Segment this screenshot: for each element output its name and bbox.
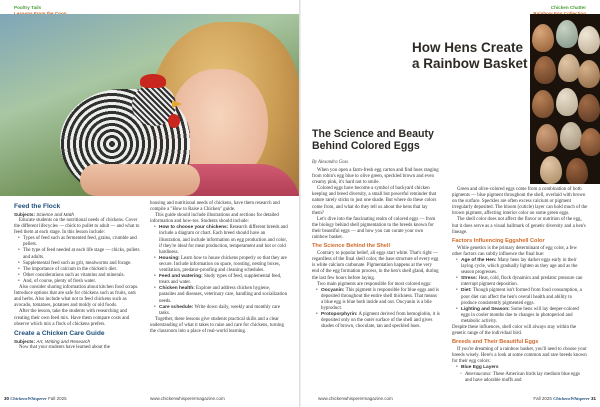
- bullet-text: Many hens lay darker eggs early in their laying cycle, which gradually lighten as they age and as the season progresses.: [461, 257, 578, 276]
- bullet-lead: Feed and watering:: [159, 274, 203, 280]
- egg: [556, 88, 578, 116]
- list-item: [456, 288, 588, 306]
- left-footer-url[interactable]: www.chickenwhisperermagazine.com: [150, 396, 225, 401]
- egg: [580, 128, 600, 156]
- right-column-2: [452, 187, 588, 384]
- bullet-text: These American birds lay medium blue eggs and have adorable muffs and: [465, 371, 580, 383]
- bullet-lead: Housing:: [159, 255, 180, 261]
- list-item: [316, 312, 440, 330]
- paragraph: housing and nutritional needs of chickens, have them research and compile a "How to Raise a Chicken" guide.: [150, 201, 280, 213]
- paragraph: Now that your students have learned about the: [19, 344, 110, 350]
- list-item: [154, 286, 288, 304]
- bullet-text: This pigment is responsible for blue eggs and is deposited throughout the entire shell thickness. That means a blue egg is blue both inside and out. Oocyanin is a bile byproduct.: [321, 287, 440, 311]
- list-item: • Other considerations such as vitamins and minerals.: [18, 273, 140, 279]
- paragraph: While genetics is the primary determinant of egg color, a few other factors can subtly influence the final hue:: [452, 245, 577, 257]
- bullet-text: Write down daily, weekly and monthly care tasks.: [159, 304, 280, 316]
- heading-chicken-care-guide: Create a Chicken Care Guide: [14, 329, 105, 337]
- article-title: The Science and Beauty Behind Colored Eggs: [312, 128, 434, 152]
- paragraph: Let's dive into the fascinating realm of colored eggs — from the biology behind shell pigmentation to the breeds known for their beautiful eggs — and how you can curate your own rainbow basket.: [312, 216, 436, 241]
- list-item: [154, 274, 288, 286]
- list-item: [456, 307, 588, 325]
- page-number: 30: [4, 396, 10, 401]
- right-footer-url[interactable]: www.chickenwhisperermagazine.com: [318, 396, 393, 401]
- paragraph: Colored eggs have become a symbol of backyard chicken keeping and breed diversity, a small but powerful reminder that nature rarely sticks to just one shade. But where do these colors come from, and what do they tell us about the hens that lay them?: [312, 186, 437, 216]
- issue-label: Fall 2025: [533, 396, 552, 401]
- page-number: 31: [590, 396, 596, 401]
- paragraph: If you're dreaming of a rainbow basket, you'll need to choose your breeds wisely. Here's a look at some common and rare breeds known for their egg colors:: [452, 347, 587, 365]
- egg: [560, 122, 582, 150]
- egg: [540, 156, 562, 184]
- paragraph: After the lesson, take the students with researching and creating their own feed mix. Have them compare costs and observe which mix a flock of chickens prefers.: [14, 309, 130, 327]
- bullet-lead: Protoporphyrin:: [321, 312, 358, 318]
- list-item: • The importance of calcium in the chicken's diet.: [18, 267, 140, 273]
- paragraph: Despite these influences, shell color will always stay within the genetic range of the individual bird.: [452, 324, 577, 337]
- magazine-name: ChickensWhisperer: [553, 396, 590, 401]
- subjects-label: Subjects:: [14, 212, 36, 217]
- bullet-lead: Blue Egg Layers: [461, 365, 499, 371]
- egg: [556, 20, 578, 48]
- paragraph: Contrary to popular belief, all eggs start white. That's right — regardless of the final shell color, the base structure of every egg is white calcium carbonate. Pigmentation happens at the very end of the egg formation process, in the hen's shell gland, during the last few hours before laying.: [312, 251, 439, 281]
- pigment-bullet-list: [316, 288, 440, 331]
- list-item: • Supplemental feed such as grit, mealworms and forage.: [18, 261, 140, 267]
- bullet-text: Some hens will lay deeper-colored eggs in cooler months due to changes in photoperiod and metabolic activity.: [461, 306, 579, 324]
- bullet-text: Heat, cold, flock dynamics and predator pressure can interrupt pigment deposition.: [461, 276, 583, 288]
- hen-beak: [172, 100, 182, 108]
- left-column-2: [150, 201, 288, 335]
- heading-breeds-beautiful-eggs: Breeds and Their Beautiful Eggs: [452, 339, 539, 346]
- bullet-text: A pigment derived from hemoglobin, it is deposited only on the outer surface of the shell and gives shades of brown, chocolate, tan and speckled hues.: [321, 312, 440, 330]
- right-running-head-kicker: Chicken Chatter: [550, 5, 586, 10]
- hen-comb: [140, 74, 166, 88]
- heading-feed-the-flock: Feed the Flock: [14, 203, 61, 210]
- left-column-1: [14, 201, 140, 351]
- egg: [536, 124, 558, 152]
- bullet-lead: Age of the Hen:: [461, 257, 497, 263]
- bullet-lead: Chicken health:: [159, 286, 195, 292]
- hen-wattle: [168, 114, 180, 128]
- bullet-text: Study types of feed, supplemental feed, treats and water.: [159, 274, 282, 286]
- subjects-value: Art, Writing and Research: [36, 338, 91, 344]
- list-item: [154, 305, 288, 317]
- girl-holding-hen-photo: [0, 14, 300, 196]
- egg: [534, 56, 556, 84]
- subjects-label: Subjects:: [14, 338, 36, 344]
- egg: [578, 94, 600, 122]
- list-item: • Types of feed such as fermented feed, grains, crumble and pellets.: [18, 236, 140, 248]
- girl-hands: [80, 164, 200, 196]
- egg: [532, 24, 554, 52]
- list-item: • And, of course, plenty of fresh water.: [18, 279, 140, 285]
- byline: By Alexandra Goss: [312, 160, 349, 165]
- bullet-lead: Stress:: [461, 276, 478, 282]
- paragraph: Together, these lessons give students practical skills and a clear understanding of what it takes to raise and care for chickens, turning the classroom into a place of real-world learning.: [150, 316, 284, 334]
- egg: [566, 158, 588, 184]
- left-running-head-kicker: Poultry Tails: [14, 5, 42, 10]
- list-item: [154, 225, 288, 255]
- paragraph: When you open a farm-fresh egg carton and find hues ranging from robin's egg blue to olive green, speckled brown and even creamy pink, it's hard not to smile.: [312, 168, 439, 186]
- list-item: [316, 288, 440, 312]
- care-guide-bullet-list: [154, 225, 288, 316]
- list-item: [456, 258, 588, 276]
- egg: [532, 90, 554, 118]
- egg: [578, 26, 600, 54]
- bullet-text: Though pigment isn't formed from food consumption, a poor diet can affect the hen's overall health and ability to produce consistently pigmented eggs.: [461, 288, 582, 306]
- hero-title: How Hens Create a Rainbow Basket: [412, 40, 528, 71]
- paragraph: Two main pigments are responsible for most colored eggs:: [317, 281, 432, 287]
- bullet-lead: Diet:: [461, 288, 472, 294]
- issue-label: Fall 2025: [48, 396, 67, 401]
- bullet-text: Learn how to house chickens properly so that they are secure. Include information on space, roosting, nesting boxes, ventilation, predator-proofing and cleaning schedules.: [159, 255, 287, 274]
- list-item: • The type of feed needed at each life stage — chicks, pullets and adults.: [18, 248, 140, 260]
- magazine-name: ChickensWhisperer: [10, 396, 47, 401]
- bullet-lead: Lighting and Season:: [461, 306, 510, 312]
- bullet-text: Explore and address chicken hygiene, parasites and diseases, veterinary care, handling and socialization needs.: [159, 286, 288, 304]
- egg: [578, 60, 600, 88]
- factors-bullet-list: [456, 258, 588, 325]
- paragraph: Green and olive-colored eggs come from a combination of both pigments — blue pigment throughout the shell, overlaid with brown on the surface. Speckles are often excess calcium or pigment irregularly deposited. The bloom (cuticle) layer can hold much of the brown pigment, affecting interior color on some green eggs.: [452, 187, 588, 217]
- paragraph: Educate students on the nutritional needs of chickens. Cover the different lifecycles — chick to pullet to adult — and what to feed them at each stage. In this lesson include:: [14, 218, 140, 236]
- left-footer: [4, 396, 67, 402]
- right-column-1: [312, 160, 440, 330]
- bullet-text: Research different breeds and include a diagram or chart. Each breed should have an illustration, and include information on egg production and color, if they're ideal for meat production, temperament and hot or cold hardiness.: [159, 225, 288, 255]
- blue-layers-sub-list: [460, 372, 588, 384]
- subjects-value: Science and Math: [36, 212, 74, 217]
- heading-science-behind-shell: The Science Behind the Shell: [312, 243, 391, 250]
- paragraph: This guide should include illustrations and sections for detailed information and how-tos. Students should include:: [150, 213, 279, 225]
- bullet-lead: Ameraucana:: [465, 371, 492, 377]
- right-footer: [533, 396, 596, 402]
- bullet-lead: How to choose your chickens:: [159, 225, 229, 231]
- feed-bullet-list: [18, 236, 140, 285]
- bullet-lead: Care schedule:: [159, 304, 194, 310]
- list-item: [460, 372, 588, 384]
- heading-factors-eggshell-color: Factors Influencing Eggshell Color: [452, 237, 545, 244]
- list-item: [154, 256, 288, 274]
- egg: [558, 54, 580, 82]
- colored-eggs-photo: [530, 14, 600, 184]
- paragraph: The shell color does not affect the flavor or nutrition of the egg, but it does serve as a visual hallmark of genetic diversity and a hen's lineage.: [452, 217, 586, 235]
- list-item: [456, 276, 588, 288]
- bullet-lead: Oocyanin:: [321, 287, 345, 293]
- paragraph: Also consider sharing information about kitchen food scraps. Introduce options that are safe for chickens such as fruits, oats and herbs. Also include what not to feed chickens such as avocado, tomatoes, potatoes and moldy or old foods.: [14, 285, 139, 309]
